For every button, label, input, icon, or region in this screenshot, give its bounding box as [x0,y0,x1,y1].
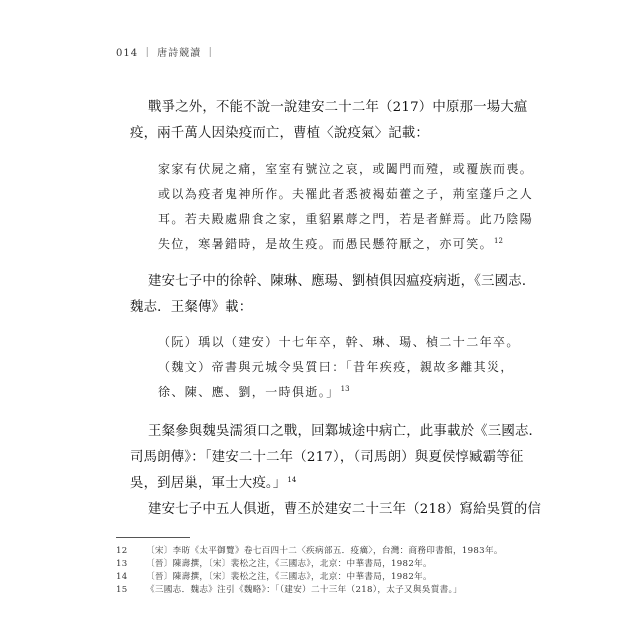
text-line: 或以為疫者鬼神所作。夫罹此者悉被褐茹藿之子，荊室蓬戶之人 [158,187,534,201]
text-line: 建安七子中的徐幹、陳琳、應瑒、劉楨俱因瘟疫病逝，《三國志． [148,274,536,289]
footnote-marker: 14 [287,475,297,484]
footnote-marker: 13 [340,385,350,393]
text-line: 建安七子中五人俱逝，曹丕於建安二十三年（218）寫給吳質的信 [148,502,542,517]
text-line: 疫，兩千萬人因染疫而亡，曹植〈說疫氣〉記載： [130,126,429,141]
running-header: 014 ｜ 唐詩競讀 ｜ [116,48,217,59]
text-line: 耳。若夫殿處鼎食之家，重貂累蓐之門，若是者鮮焉。此乃陰陽 [158,212,534,226]
text-line: 魏志．王粲傳》載： [130,300,253,315]
footnote-12: 12 〔宋〕李昉《太平御覽》卷七百四十二〈疾病部五．疫癘〉，台灣：商務印書館，1983年。 [116,546,503,556]
book-title: 唐詩競讀 [157,48,202,59]
text-line: 失位，寒暑錯時，是故生疫。而愚民懸符厭之，亦可笑。$^{12}$ [158,237,503,251]
footnote-marker: 12 [494,237,503,245]
footnote-13: 13 〔晉〕陳壽撰，〔宋〕裴松之注，《三國志》，北京：中華書局，1982年。 [116,559,432,569]
text-line: 吳，到居巢，軍士大疫。」$^{14}$ [130,475,297,491]
text-line: （阮）瑀以（建安）十七年卒，幹、琳、瑒、楨二十二年卒。 [158,335,520,349]
page-number: 014 [116,48,139,59]
text-line: 王粲參與魏吳濡須口之戰，回鄴城途中病亡，此事載於《三國志． [148,424,543,439]
text-line: （魏文）帝書與元城令吳質曰：「昔年疾疫，親故多離其災， [158,360,514,374]
text-line: 家家有伏屍之痛，室室有號泣之哀，或闔門而殪，或覆族而喪。 [158,162,534,176]
text-line: 戰爭之外，不能不說一說建安二十二年（217）中原那一場大瘟 [148,100,528,115]
text-line: 司馬朗傳》：「建安二十二年（217），（司馬朗）與夏侯惇臧霸等征 [130,450,524,465]
footnote-15: 15 《三國志．魏志》注引《魏略》：「（建安）二十三年（218），太子又與吳質書。」 [116,585,462,595]
footnote-14: 14 〔晉〕陳壽撰，〔宋〕裴松之注，《三國志》，北京：中華書局，1982年。 [116,572,432,582]
text-line: 徐、陳、應、劉，一時俱逝。」$^{13}$ [158,385,350,399]
footnote-divider [116,537,190,538]
